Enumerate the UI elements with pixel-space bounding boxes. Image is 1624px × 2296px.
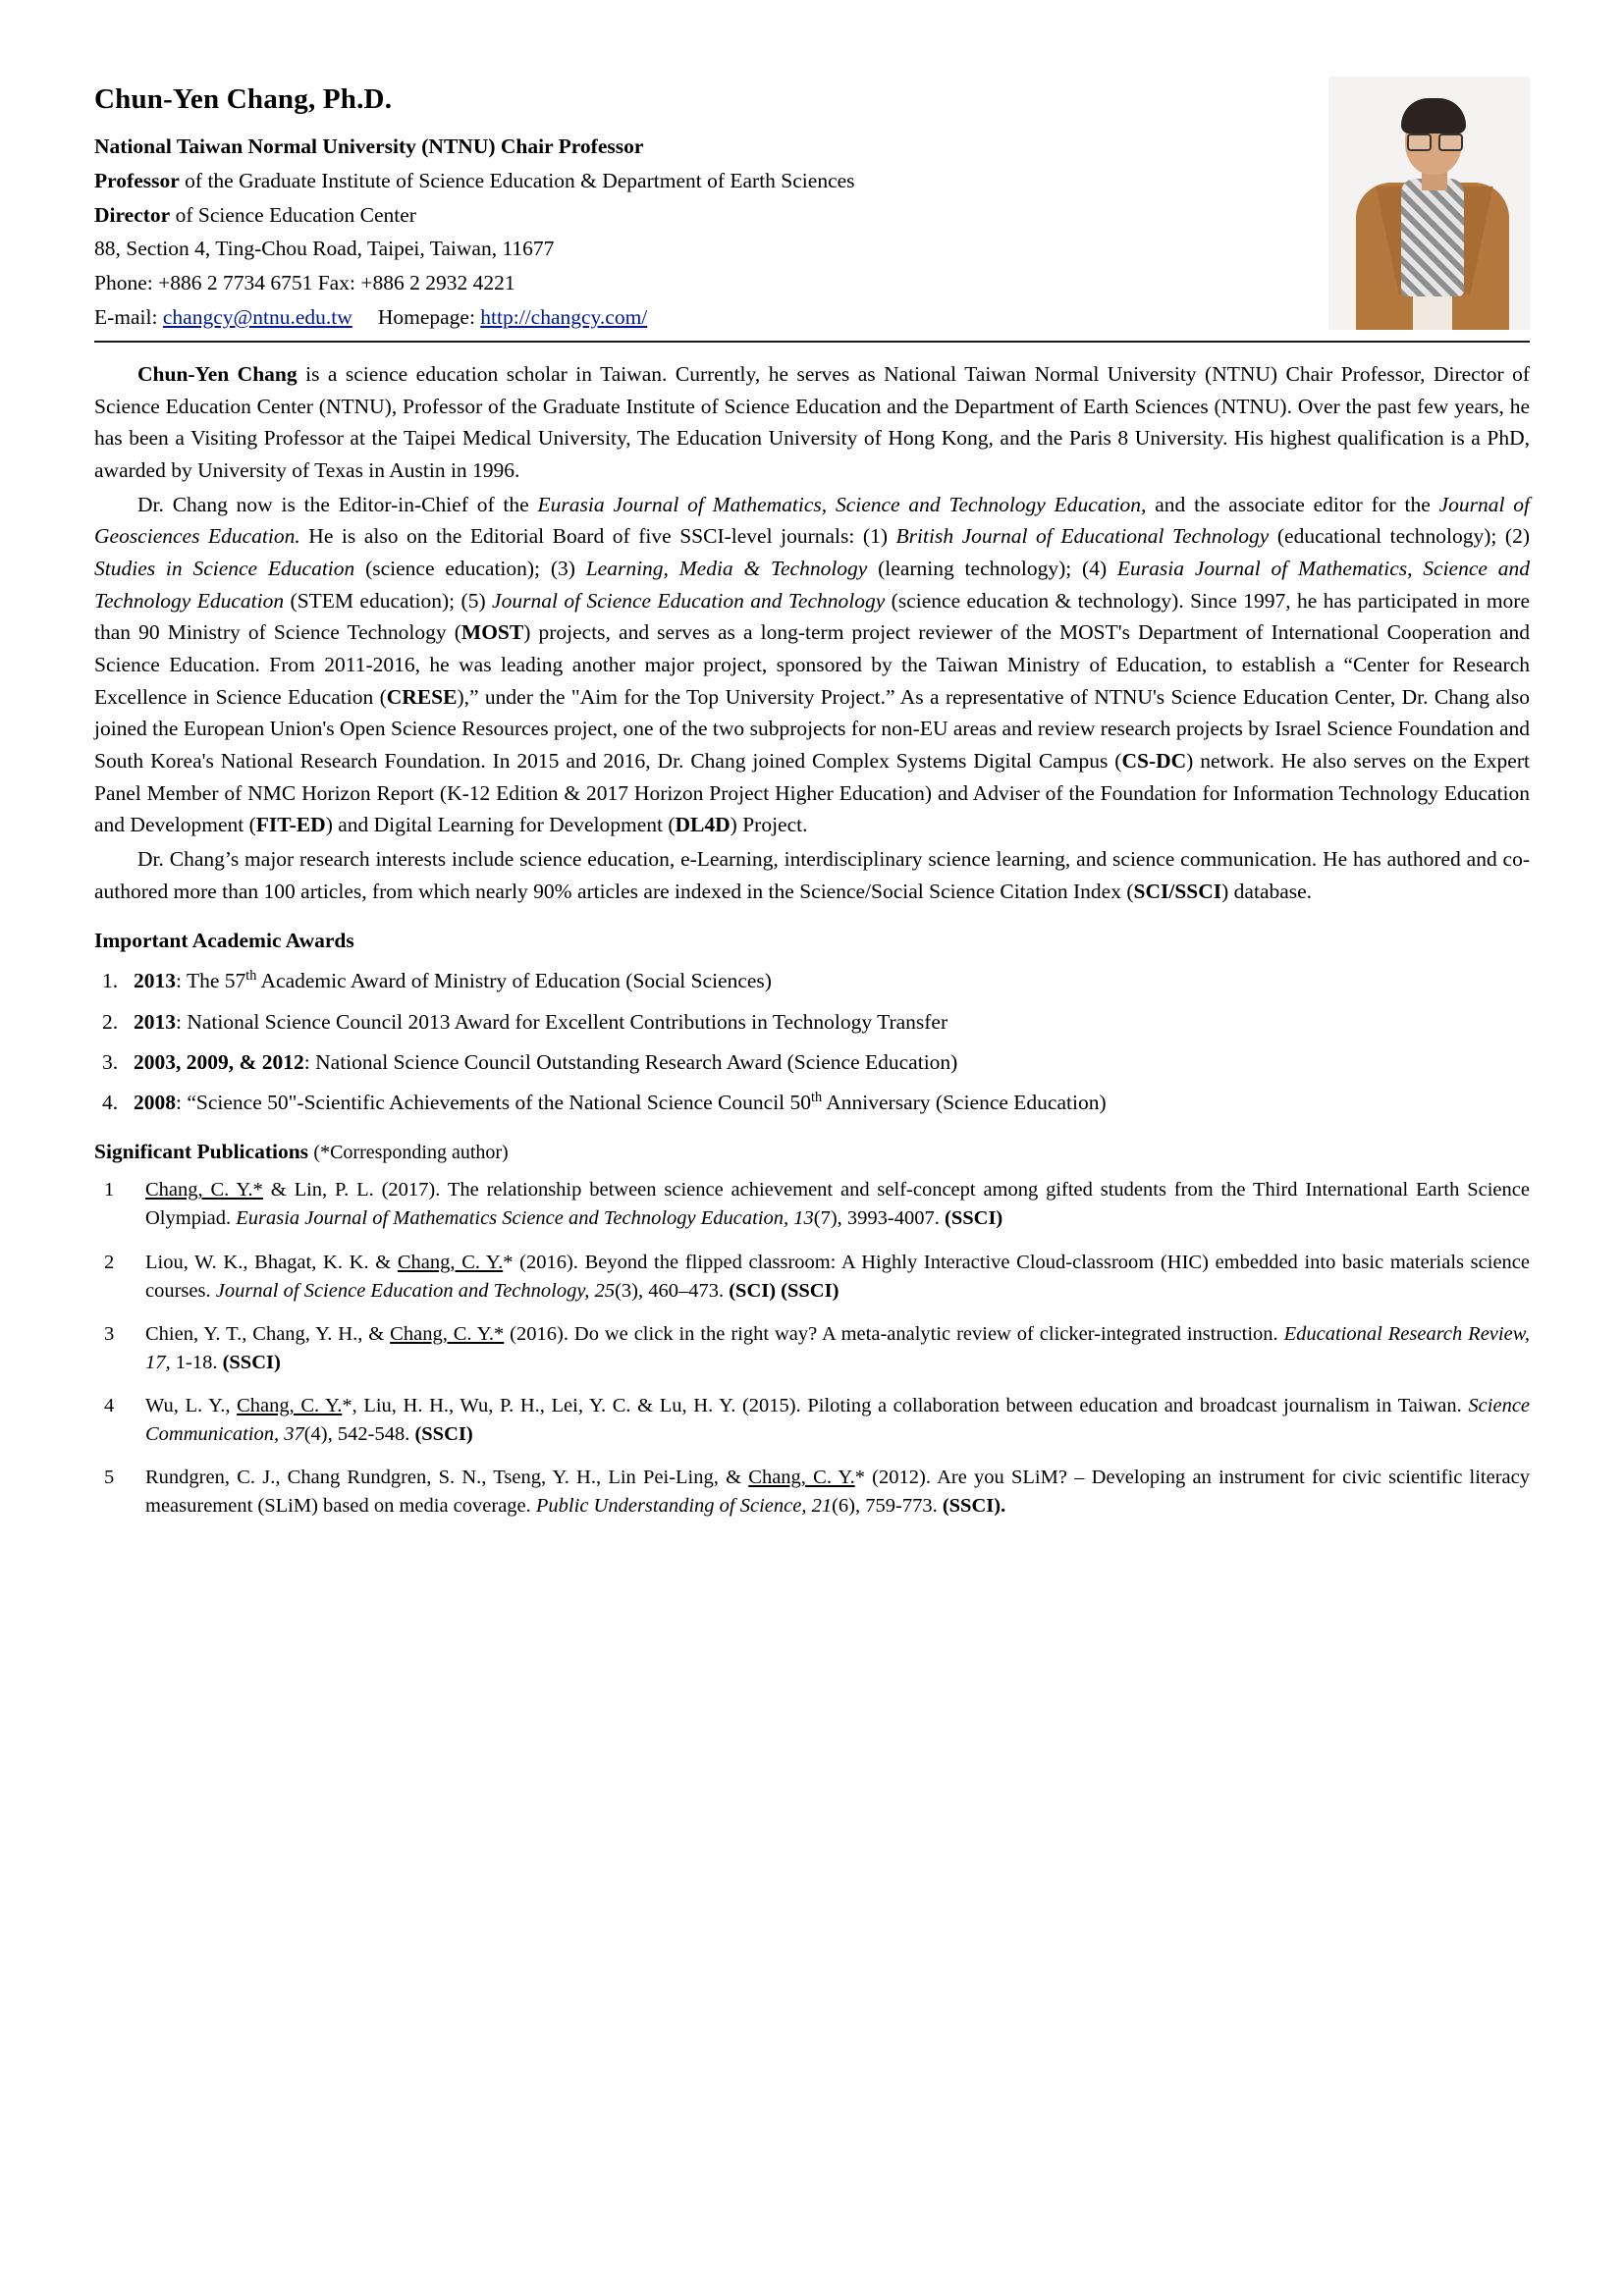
bio-p2-h: (science education & technology). Since 1997, he has participated in more than 90 Ministry of Science Technology (: [94, 588, 1530, 645]
award-item: [94, 1046, 1530, 1078]
publication-pages: 1-18.: [170, 1351, 223, 1373]
publication-journal: Science Communication, 37: [145, 1394, 1531, 1446]
publication-index-badge: (SCI) (SSCI): [729, 1279, 839, 1302]
award-text: “Science 50"-Scientific Achievements of the National Science Council 50: [187, 1091, 812, 1115]
award-item: [94, 1087, 1530, 1118]
award-ordinal-suffix: th: [245, 968, 257, 985]
publication-number: 4: [104, 1394, 115, 1416]
bio-p1-text: is a science education scholar in Taiwan. Currently, he serves as National Taiwan Normal University (NTNU) Chair Professor, Director of Science Education Center (NTNU), Professor of the Graduate Institute of Science Education and the Department of Earth Sciences (NTNU). Over the past few years, he has been a Visiting Professor at the Taipei Medical University, The Education University of Hong Kong, and the Paris 8 University. His highest qualification is a PhD, awarded by University of Texas in Austin in 1996.: [94, 361, 1530, 482]
award-item: [94, 965, 1530, 996]
bio-p2-k: ) network. He also serves on the Expert Panel Member of NMC Horizon Report (K-12 Edition & 2017 Horizon Project Higher Education) and Adviser of the Foundation for Information Technology Education and Development (: [94, 748, 1530, 837]
photo-glasses-left: [1407, 133, 1432, 151]
bio-paragraph-1: [94, 358, 1530, 487]
publication-authors-rest: * (2012).: [854, 1467, 938, 1489]
email-label: E-mail:: [94, 305, 163, 330]
publication-journal: Educational Research Review, 17,: [145, 1322, 1530, 1373]
header-affiliation-text: National Taiwan Normal University (NTNU) Chair Professor: [94, 133, 644, 158]
publications-list: [94, 1176, 1530, 1521]
director-label: Director: [94, 202, 171, 227]
award-separator: :: [176, 1091, 188, 1115]
homepage-label: Homepage:: [377, 305, 481, 330]
publication-item: [94, 1464, 1530, 1521]
publication-pages: (4), 542-548.: [303, 1423, 415, 1446]
publication-volume: 13: [788, 1207, 814, 1230]
director-text: of Science Education Center: [170, 202, 416, 227]
publication-index-badge: (SSCI): [222, 1351, 281, 1373]
awards-heading: Important Academic Awards: [94, 929, 354, 953]
publication-item: [94, 1176, 1530, 1233]
award-text: National Science Council Outstanding Research Award (Science Education): [315, 1049, 958, 1074]
award-year: 2013: [134, 1009, 176, 1034]
award-text: The 57: [186, 969, 246, 993]
header-address: 88, Section 4, Ting-Chou Road, Taipei, Taiwan, 11677: [94, 237, 555, 261]
publication-authors-pre: Liou, W. K., Bhagat, K. K. &: [145, 1251, 398, 1273]
publication-item: [94, 1392, 1530, 1449]
homepage-link[interactable]: http://changcy.com/: [480, 305, 648, 330]
award-year: 2008: [134, 1091, 176, 1115]
publication-author-highlight: Chang, C. Y.: [397, 1251, 504, 1273]
acronym-csdc: CS-DC: [1121, 748, 1187, 773]
professor-text: of the Graduate Institute of Science Education & Department of Earth Sciences: [179, 168, 855, 192]
publication-number: 5: [104, 1467, 115, 1489]
header-text-block: [94, 77, 1311, 335]
award-ordinal-suffix: th: [811, 1089, 823, 1105]
journal-jset: Journal of Science Education and Technology: [492, 588, 886, 613]
publication-authors-pre: Chien, Y. T., Chang, Y. H., &: [145, 1322, 391, 1345]
publication-volume: 25: [589, 1279, 616, 1302]
bio-lead-name: Chun-Yen Chang: [137, 361, 298, 386]
bio-p2-b: and the associate editor for the: [1146, 492, 1439, 516]
award-number: 1.: [102, 969, 119, 993]
publication-title: The relationship between science achievement and self-concept among gifted students from the Third International Earth Science Olympiad.: [145, 1179, 1530, 1230]
bio-p2-i: ) projects, and serves as a long-term project reviewer of the MOST's Department of International Cooperation and Science Education. From 2011-2016, he was leading another major project, sponsored by the Taiwan Ministry of Education, to establish a “Center for Research Excellence in Science Education (: [94, 620, 1531, 709]
bio-p2-a: Dr. Chang now is the Editor-in-Chief of the: [137, 492, 538, 516]
bio-p2-m: ) Project.: [730, 813, 808, 837]
awards-list: [94, 965, 1530, 1118]
publications-heading: [94, 1140, 1530, 1164]
publication-authors-rest: * (2016).: [503, 1251, 585, 1273]
publication-title: Piloting a collaboration between education and broadcast journalism in Taiwan.: [807, 1394, 1469, 1416]
bio-p2-l: ) and Digital Learning for Development (: [325, 813, 676, 837]
award-year: 2003, 2009, & 2012: [134, 1049, 304, 1074]
award-separator: :: [303, 1049, 316, 1074]
publication-authors-rest: (2016).: [504, 1322, 574, 1345]
publication-title: Are you SLiM? – Developing an instrument for civic scientific literacy measurement (SLiM) based on media coverage.: [145, 1467, 1530, 1518]
journal-eurasia-2: Eurasia Journal of Mathematics, Science and Technology Education: [94, 556, 1530, 613]
publications-heading-text: Significant Publications: [94, 1140, 309, 1164]
acronym-sci-ssci: SCI/SSCI: [1133, 879, 1222, 903]
bio-p3-b: ) database.: [1221, 879, 1313, 903]
page-title: Chun-Yen Chang, Ph.D.: [94, 83, 393, 115]
publication-authors-pre: Wu, L. Y.,: [145, 1394, 238, 1416]
publication-title: Beyond the flipped classroom: A Highly Interactive Cloud-classroom (HIC) embedded into basic materials science courses.: [145, 1251, 1530, 1302]
award-separator: :: [176, 969, 187, 993]
award-separator: :: [176, 1009, 188, 1034]
bio-p2-e: (science education); (3): [354, 556, 586, 580]
journal-eurasia-1: Eurasia Journal of Mathematics, Science and Technology Education,: [537, 492, 1147, 516]
award-number: 3.: [102, 1049, 119, 1074]
bio-p2-f: (learning technology); (4): [867, 556, 1117, 580]
publication-journal: Eurasia Journal of Mathematics Science and Technology Education,: [236, 1207, 789, 1230]
portrait-photo: [1328, 77, 1530, 330]
bio-p2-g: (STEM education); (5): [284, 588, 493, 613]
publication-number: 3: [104, 1322, 115, 1345]
publication-number: 2: [104, 1251, 115, 1273]
award-number: 4.: [102, 1091, 119, 1115]
header-professor-line: [94, 164, 1311, 198]
bio-p2-c: He is also on the Editorial Board of five SSCI-level journals: (1): [299, 524, 896, 549]
journal-studies-science-ed: Studies in Science Education: [94, 556, 355, 580]
publication-authors-rest: *, Liu, H. H., Wu, P. H., Lei, Y. C. & Lu, H. Y. (2015).: [342, 1394, 808, 1416]
award-text: National Science Council 2013 Award for Excellent Contributions in Technology Transfer: [187, 1009, 948, 1034]
publication-index-badge: (SSCI).: [942, 1495, 1006, 1518]
publication-pages: (7), 3993-4007.: [813, 1207, 946, 1230]
acronym-fited: FIT-ED: [255, 813, 326, 837]
journal-learning-media: Learning, Media & Technology: [585, 556, 868, 580]
journal-geosciences: Journal of Geosciences Education.: [94, 492, 1531, 549]
publication-index-badge: (SSCI): [945, 1207, 1003, 1230]
publication-author-highlight: Chang, C. Y.*: [390, 1322, 505, 1345]
cv-header: [94, 77, 1530, 335]
award-text-tail: Anniversary (Science Education): [822, 1091, 1107, 1115]
bio-p3-a: Dr. Chang’s major research interests include science education, e-Learning, interdisciplinary science learning, and science communication. He has authored and co-authored more than 100 articles, from which nearly 90% articles are indexed in the Science/Social Science Citation Index (: [94, 846, 1530, 903]
header-contact-line: [94, 300, 1311, 335]
publication-pages: (6), 759-773.: [832, 1495, 943, 1518]
acronym-most: MOST: [460, 620, 524, 645]
award-year: 2013: [134, 969, 176, 993]
acronym-crese: CRESE: [386, 684, 458, 709]
publication-pages: (3), 460–473.: [615, 1279, 730, 1302]
publication-index-badge: (SSCI): [414, 1423, 473, 1446]
publication-item: [94, 1249, 1530, 1306]
acronym-dl4d: DL4D: [675, 813, 731, 837]
publication-author-highlight: Chang, C. Y.: [748, 1467, 855, 1489]
publication-journal: Journal of Science Education and Technology,: [215, 1279, 590, 1302]
bio-paragraph-3: [94, 843, 1530, 907]
photo-glasses-right: [1438, 133, 1463, 151]
publication-author-highlight: Chang, C. Y.*: [145, 1179, 263, 1201]
header-affiliation: [94, 130, 1311, 164]
professor-label: Professor: [94, 168, 180, 192]
publication-authors-rest: & Lin, P. L. (2017).: [262, 1179, 448, 1201]
publication-title: Do we click in the right way? A meta-analytic review of clicker-integrated instruction.: [573, 1322, 1284, 1345]
award-item: [94, 1006, 1530, 1038]
publication-journal: Public Understanding of Science, 21: [535, 1495, 833, 1518]
bio-paragraph-2: [94, 489, 1530, 841]
header-director-line: [94, 198, 1311, 233]
journal-bjet: British Journal of Educational Technology: [895, 524, 1270, 549]
photo-scarf: [1401, 179, 1464, 296]
publication-item: [94, 1320, 1530, 1377]
bio-p2-j: ),” under the "Aim for the Top University Project.” As a representative of NTNU's Science Education Center, Dr. Chang also joined the European Union's Open Science Resources project, one of the two subprojects for non-EU areas and review research projects by Israel Science Foundation and South Korea's National Research Foundation. In 2015 and 2016, Dr. Chang joined Complex Systems Digital Campus (: [94, 684, 1530, 773]
header-divider: [94, 341, 1530, 343]
publication-author-highlight: Chang, C. Y.: [237, 1394, 343, 1416]
bio-p2-d: (educational technology); (2): [1269, 524, 1530, 549]
publication-authors-pre: Rundgren, C. J., Chang Rundgren, S. N., Tseng, Y. H., Lin Pei-Ling, &: [145, 1467, 749, 1489]
publication-number: 1: [104, 1179, 115, 1201]
award-text-tail: Academic Award of Ministry of Education (Social Sciences): [256, 969, 772, 993]
email-link[interactable]: changcy@ntnu.edu.tw: [162, 305, 352, 330]
award-number: 2.: [102, 1009, 119, 1034]
publications-heading-note: (*Corresponding author): [313, 1142, 509, 1164]
header-phone-fax: Phone: +886 2 7734 6751 Fax: +886 2 2932 4221: [94, 271, 515, 295]
